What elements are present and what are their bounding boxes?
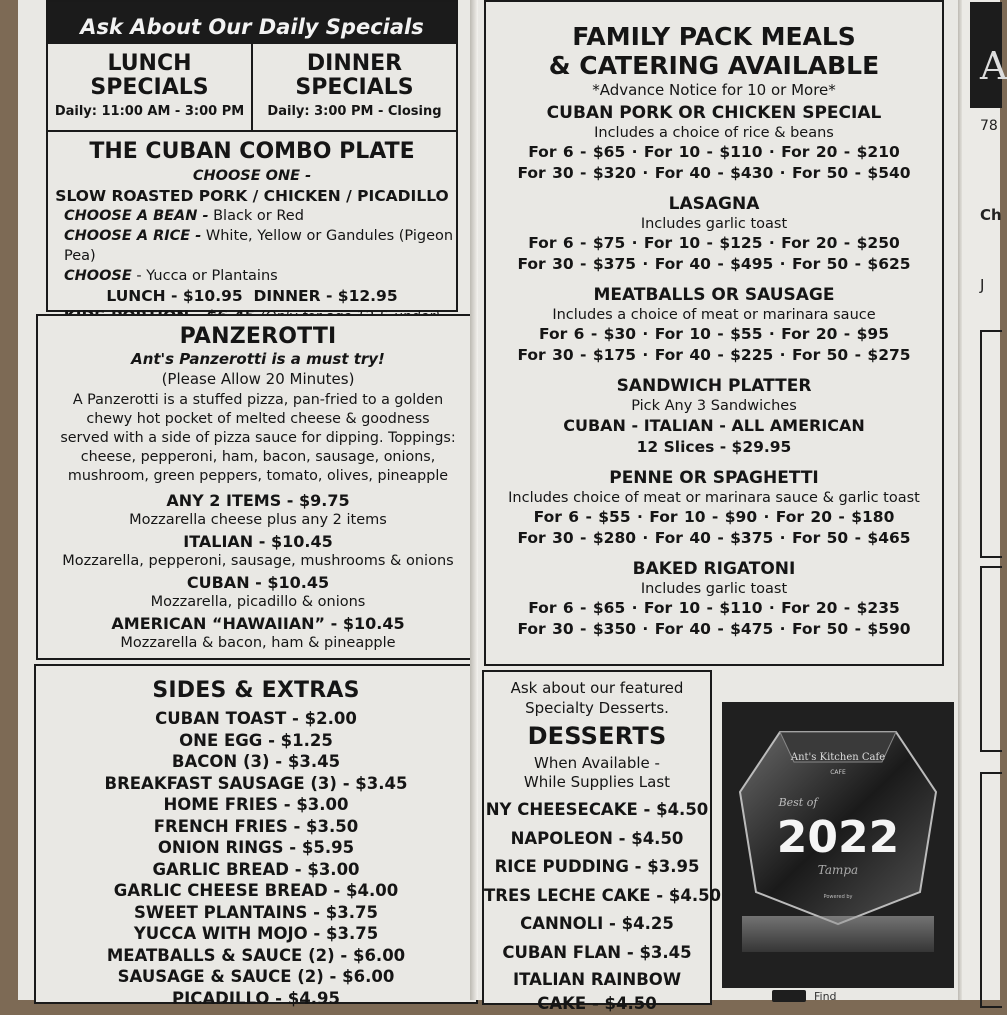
family-price-row: For 30 - $320 · For 40 - $430 · For 50 - $540 [517,164,911,182]
award-trophy-image [722,702,954,988]
combo-prices [48,286,456,306]
dessert-item: ITALIAN RAINBOW [512,970,682,989]
family-item-desc: Includes garlic toast [640,581,788,597]
lunch-price: LUNCH - $10.95 [106,287,243,305]
family-pack-item [486,467,942,549]
family-title-1: FAMILY PACK MEALS [572,22,856,51]
award-category: CAFE [830,769,846,776]
family-pack-item [486,102,942,184]
dessert-list [484,796,722,1015]
right-frag-j: J [980,276,985,294]
side-options: - Yucca or Plantains [131,268,278,284]
footer-fragment: Find [814,990,837,1003]
side-item: YUCCA WITH MOJO - $3.75 [133,924,379,943]
family-item-name: CUBAN PORK OR CHICKEN SPECIAL [546,103,882,123]
dessert-intro-1: Ask about our featured [510,679,684,697]
family-item-name: LASAGNA [668,194,760,214]
family-item-name: BAKED RIGATONI [632,559,796,579]
desserts-title: DESSERTS [527,722,667,750]
combo-side-line [48,266,456,286]
right-box-3 [980,772,1002,1008]
family-title-2: & CATERING AVAILABLE [548,51,880,80]
dessert-item: NY CHEESECAKE - $4.50 [485,800,709,819]
award-year: 2022 [776,812,900,863]
right-letter: A [980,44,1007,88]
combo-choose-one: CHOOSE ONE - [192,168,312,184]
family-price-row: For 6 - $75 · For 10 - $125 · For 20 - $250 [528,234,900,252]
side-item: FRENCH FRIES - $3.50 [153,816,359,836]
daily-specials-section [46,0,458,312]
side-item: MEATBALLS & SAUCE (2) - $6.00 [106,945,406,965]
dessert-item: TRES LECHE CAKE - $4.50 [484,885,722,905]
dinner-title: DINNER [306,51,403,76]
sides-extras-section [34,664,478,1008]
family-item-name: MEATBALLS OR SAUSAGE [593,285,835,305]
panzerotti-description: A Panzerotti is a stuffed pizza, pan-fried to a golden chewy hot pocket of melted cheese & goodness served with a side of pizza sauce for dipping. Toppings: cheese, pepperoni, ham, bacon, sausage, onions, mushroom, green peppers, tomato, olives, pineapple [60,392,456,484]
sandwich-desc: Pick Any 3 Sandwiches [631,398,797,414]
side-item: GARLIC BREAD - $3.00 [152,859,360,879]
panzerotti-item-desc: Mozzarella, pepperoni, sausage, mushrooms & onions [62,553,454,569]
family-price-row: For 30 - $280 · For 40 - $375 · For 50 - $465 [517,529,911,547]
family-item-desc: Includes a choice of rice & beans [594,125,834,141]
side-item: BACON (3) - $3.45 [171,752,341,771]
dinner-specials [251,44,456,130]
family-price-row: For 6 - $65 · For 10 - $110 · For 20 - $235 [528,599,900,617]
bean-label: CHOOSE A BEAN - [64,208,209,224]
dessert-item: RICE PUDDING - $3.95 [494,857,700,876]
family-price-row: For 30 - $175 · For 40 - $225 · For 50 - $275 [517,346,911,364]
family-pack-section [484,0,944,666]
combo-meats: SLOW ROASTED PORK / CHICKEN / PICADILLO [55,187,449,205]
family-pack-item [486,558,942,640]
dessert-avail-1: When Available - [534,754,660,772]
right-frag-ch: Ch [980,206,1002,224]
side-item: SWEET PLANTAINS - $3.75 [134,902,378,922]
panzerotti-item-name: AMERICAN “HAWAIIAN” - $10.45 [111,614,405,633]
side-item: CUBAN TOAST - $2.00 [155,709,357,728]
family-sections [486,102,942,640]
dinner-hours: Daily: 3:00 PM - Closing [267,104,442,119]
award-powered: Powered by [823,894,853,900]
menu-panel-middle [478,0,960,1013]
panzerotti-allow: (Please Allow 20 Minutes) [161,370,355,388]
side-item: ONION RINGS - $5.95 [157,838,355,857]
panzerotti-item-name: CUBAN - $10.45 [186,573,330,592]
award-best-of: Best of [778,796,818,809]
panzerotti-item-name: ANY 2 ITEMS - $9.75 [166,491,350,510]
family-item-name: PENNE OR SPAGHETTI [609,468,819,488]
dessert-item: CAKE - $4.50 [537,994,657,1013]
family-price-row: For 6 - $30 · For 10 - $55 · For 20 - $95 [539,325,889,343]
sandwich-platter [486,375,942,458]
right-box-2 [980,566,1002,752]
lunch-title-2: SPECIALS [90,75,209,100]
social-icon [772,990,806,1002]
rice-label: CHOOSE A RICE - [64,228,202,244]
cuban-combo-plate [48,132,456,327]
menu-panel-left [18,0,473,1008]
right-box-1 [980,330,1002,558]
family-item-desc: Includes choice of meat or marinara sauce & garlic toast [508,490,920,506]
panzerotti-item-desc: Mozzarella, picadillo & onions [150,594,366,610]
page-fold [470,0,478,1000]
family-price-row: For 30 - $375 · For 40 - $495 · For 50 - $625 [517,255,911,273]
dinner-price: DINNER - $12.95 [253,287,398,305]
family-price-row: For 6 - $55 · For 10 - $90 · For 20 - $180 [533,508,895,526]
side-item: BREAKFAST SAUSAGE (3) - $3.45 [104,773,408,793]
sandwich-price: 12 Slices - $29.95 [636,438,792,456]
family-price-row: For 30 - $350 · For 40 - $475 · For 50 - $590 [517,620,911,638]
panzerotti-tagline: Ant's Panzerotti is a must try! [131,350,385,368]
sides-title: SIDES & EXTRAS [152,678,360,703]
bean-options: Black or Red [208,208,304,224]
hours-row [48,44,456,132]
combo-bean-line [48,206,456,226]
right-header-block [970,2,1007,108]
combo-title: THE CUBAN COMBO PLATE [89,139,415,164]
panzerotti-title: PANZEROTTI [179,324,337,349]
award-base [742,916,934,952]
rice-options: White, Yellow or Gandules (Pigeon Pea) [64,228,454,264]
family-notice: *Advance Notice for 10 or More* [592,81,836,99]
dessert-avail-2: While Supplies Last [523,773,671,791]
family-price-row: For 6 - $65 · For 10 - $110 · For 20 - $210 [528,143,900,161]
panzerotti-items [38,490,478,653]
family-pack-item [486,193,942,275]
dessert-item: CANNOLI - $4.25 [520,914,674,933]
lunch-title: LUNCH [107,51,192,76]
award-city: Tampa [817,863,859,877]
side-item: PICADILLO - $4.95 [172,988,340,1008]
side-item: HOME FRIES - $3.00 [163,795,349,814]
dessert-intro-2: Specialty Desserts. [525,699,669,717]
menu-panel-right [962,0,1007,1000]
panzerotti-item-desc: Mozzarella cheese plus any 2 items [129,512,387,528]
family-item-desc: Includes a choice of meat or marinara sauce [552,307,876,323]
desserts-section [482,670,722,1013]
dinner-title-2: SPECIALS [295,75,414,100]
panzerotti-item-desc: Mozzarella & bacon, ham & pineapple [120,635,396,651]
dessert-item: CUBAN FLAN - $3.45 [502,942,692,962]
specials-banner: Ask About Our Daily Specials [48,2,456,44]
side-label: CHOOSE [64,268,132,284]
sandwich-name: SANDWICH PLATTER [616,376,812,396]
combo-rice-line [48,226,456,266]
side-item: SAUSAGE & SAUCE (2) - $6.00 [117,967,395,986]
panzerotti-section [36,314,480,660]
right-frag-number: 78 [980,118,998,134]
best-of-2022-award-photo [722,702,954,988]
family-item-desc: Includes garlic toast [640,216,788,232]
sides-list [36,708,476,1009]
lunch-hours: Daily: 11:00 AM - 3:00 PM [54,104,245,119]
sandwich-types: CUBAN - ITALIAN - ALL AMERICAN [563,416,865,435]
side-item: GARLIC CHEESE BREAD - $4.00 [113,881,399,900]
panzerotti-item-name: ITALIAN - $10.45 [183,532,333,551]
dessert-item: NAPOLEON - $4.50 [510,828,684,848]
family-pack-item [486,284,942,366]
award-name: Ant's Kitchen Cafe [790,752,886,763]
side-item: ONE EGG - $1.25 [179,730,333,750]
lunch-specials [48,44,251,130]
